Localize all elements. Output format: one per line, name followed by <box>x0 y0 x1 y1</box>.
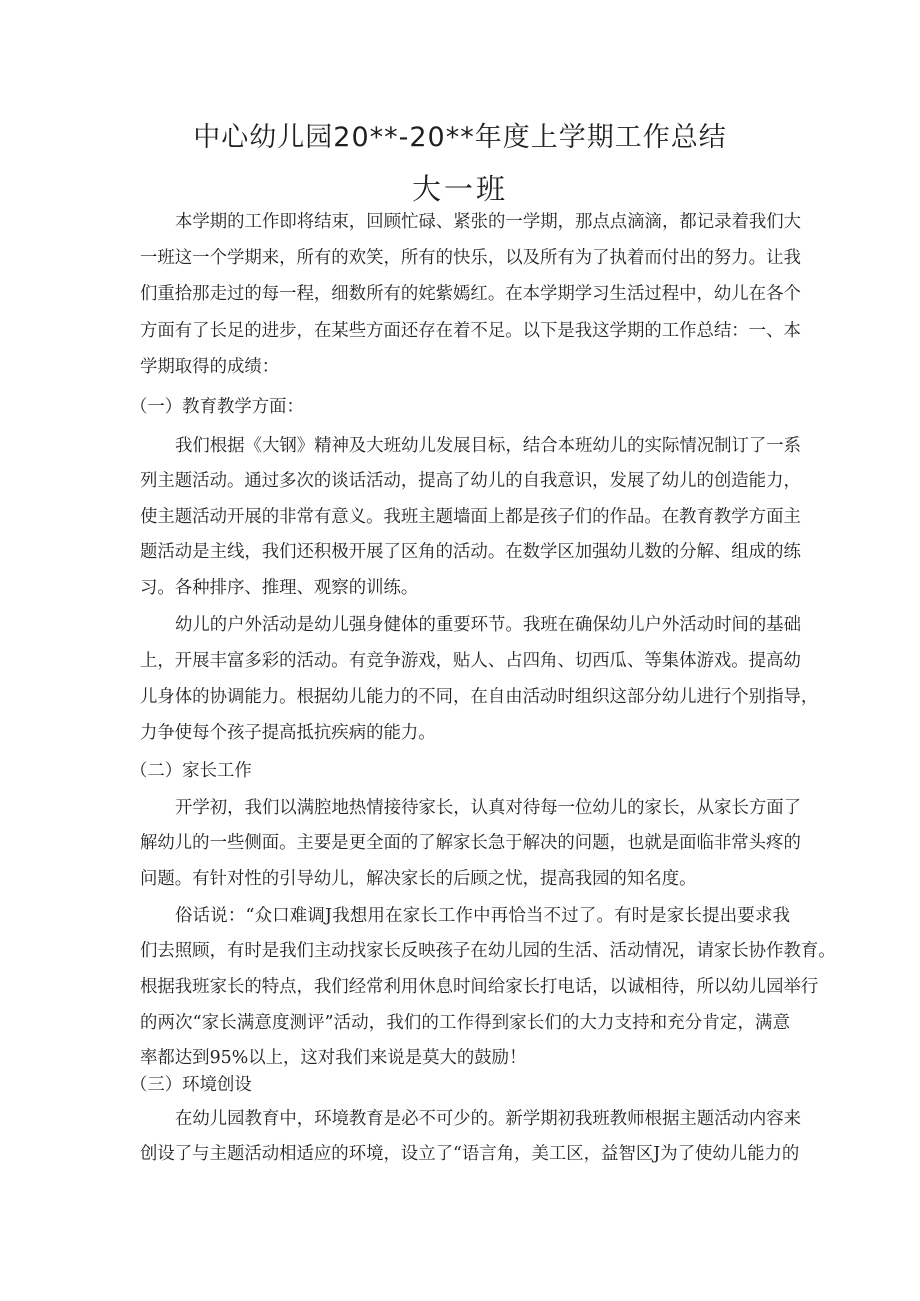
paragraph-line: 俗话说：“众口难调J我想用在家长工作中再恰当不过了。有时是家长提出要求我 <box>175 906 790 926</box>
paragraph-line: 上，开展丰富多彩的活动。有竞争游戏，贴人、占四角、切西瓜、等集体游戏。提高幼 <box>140 651 801 671</box>
paragraph-line: 们去照顾，有时是我们主动找家长反映孩子在幼儿园的生活、活动情况，请家长协作教育。 <box>140 941 836 961</box>
paragraph-line: 问题。有针对性的引导幼儿，解决家长的后顾之忧，提高我园的知名度。 <box>140 869 697 889</box>
paragraph-line: 解幼儿的一些侧面。主要是更全面的了解家长急于解决的问题，也就是面临非常头疼的 <box>140 833 801 853</box>
section-heading: （二）家长工作 <box>130 761 252 781</box>
paragraph-line: 在幼儿园教育中，环境教育是必不可少的。新学期初我班教师根据主题活动内容来 <box>175 1109 802 1129</box>
paragraph-line: 列主题活动。通过多次的谈话活动，提高了幼儿的自我意识，发展了幼儿的创造能力， <box>140 471 801 491</box>
section-heading: （一）教育教学方面： <box>130 397 304 417</box>
paragraph-line: 儿身体的协调能力。根据幼儿能力的不同，在自由活动时组织这部分幼儿进行个别指导， <box>140 687 819 707</box>
paragraph-line: 一班这一个学期来，所有的欢笑，所有的快乐，以及所有为了执着而付出的努力。让我 <box>140 248 801 268</box>
section-heading: （三）环境创设 <box>130 1075 252 1095</box>
paragraph-line: 习。各种排序、推理、观察的训练。 <box>140 578 419 598</box>
paragraph-line: 率都达到95%以上，这对我们来说是莫大的鼓励！ <box>140 1048 527 1068</box>
paragraph-line: 我们根据《大钢》精神及大班幼儿发展目标，结合本班幼儿的实际情况制订了一系 <box>175 436 802 456</box>
paragraph-line: 力争使每个孩子提高抵抗疾病的能力。 <box>140 723 436 743</box>
paragraph-line: 幼儿的户外活动是幼儿强身健体的重要环节。我班在确保幼儿户外活动时间的基础 <box>175 615 802 635</box>
paragraph-line: 们重拾那走过的每一程，细数所有的姹紫嫣红。在本学期学习生活过程中，幼儿在各个 <box>140 284 801 304</box>
document-subtitle: 大一班 <box>411 172 508 206</box>
paragraph-line: 学期取得的成绩： <box>140 357 280 377</box>
paragraph-line: 使主题活动开展的非常有意义。我班主题墙面上都是孩子们的作品。在教育教学方面主 <box>140 507 801 527</box>
paragraph-line: 本学期的工作即将结束，回顾忙碌、紧张的一学期，那点点滴滴，都记录着我们大 <box>175 212 802 232</box>
paragraph-line: 开学初，我们以满腔地热情接待家长，认真对待每一位幼儿的家长，从家长方面了 <box>175 798 802 818</box>
paragraph-line: 根据我班家长的特点，我们经常利用休息时间给家长打电话，以诚相待，所以幼儿园举行 <box>140 977 819 997</box>
paragraph-line: 方面有了长足的进步，在某些方面还存在着不足。以下是我这学期的工作总结：一、本 <box>140 321 801 341</box>
document-title: 中心幼儿园20**-20**年度上学期工作总结 <box>193 122 727 153</box>
paragraph-line: 题活动是主线，我们还积极开展了区角的活动。在数学区加强幼儿数的分解、组成的练 <box>140 542 801 562</box>
paragraph-line: 的两次“家长满意度测评”活动，我们的工作得到家长们的大力支持和充分肯定，满意 <box>140 1013 790 1033</box>
paragraph-line: 创设了与主题活动相适应的环境，设立了“语言角，美工区，益智区J为了使幼儿能力的 <box>140 1144 800 1164</box>
